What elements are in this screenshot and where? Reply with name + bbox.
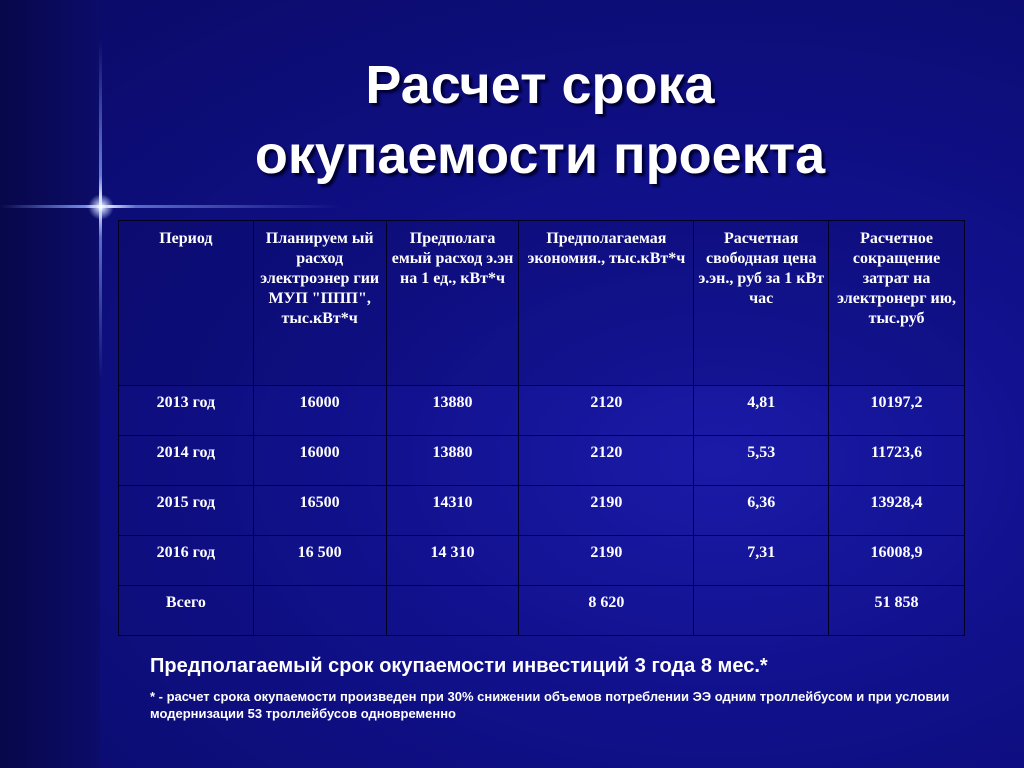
table-cell: 2014 год <box>119 436 254 486</box>
table-row <box>119 386 965 436</box>
table-cell: 2013 год <box>119 386 254 436</box>
header-cost-reduction: Расчетное сокращение затрат на электронерг ию, тыс.руб <box>829 221 965 386</box>
table-cell: 14 310 <box>386 536 519 586</box>
payback-table <box>118 220 965 636</box>
header-period: Период <box>119 221 254 386</box>
header-planned-consumption: Планируем ый расход электроэнер гии МУП "ППП", тыс.кВт*ч <box>253 221 386 386</box>
header-estimated-price: Расчетная свободная цена э.эн., руб за 1 кВт час <box>694 221 829 386</box>
table-cell: 7,31 <box>694 536 829 586</box>
table-cell: 2190 <box>519 536 694 586</box>
table-cell: Всего <box>119 586 254 636</box>
payback-summary: Предполагаемый срок окупаемости инвестиций 3 года 8 мес.* <box>150 655 768 677</box>
slide-title <box>100 50 980 190</box>
table-row <box>119 536 965 586</box>
table-cell: 2015 год <box>119 486 254 536</box>
table-cell: 4,81 <box>694 386 829 436</box>
table-cell: 8 620 <box>519 586 694 636</box>
light-flare-horizontal <box>0 205 340 208</box>
table-cell: 51 858 <box>829 586 965 636</box>
table-cell: 13880 <box>386 436 519 486</box>
table-cell: 16 500 <box>253 536 386 586</box>
header-expected-savings: Предполагаемая экономия., тыс.кВт*ч <box>519 221 694 386</box>
left-background-band <box>0 0 100 768</box>
table-header-row <box>119 221 965 386</box>
table-cell: 11723,6 <box>829 436 965 486</box>
slide-title-line-1: Расчет срока <box>365 55 715 115</box>
table-cell: 16000 <box>253 436 386 486</box>
table-row <box>119 486 965 536</box>
table-cell: 13880 <box>386 386 519 436</box>
table-cell: 14310 <box>386 486 519 536</box>
table-cell <box>253 586 386 636</box>
table-cell: 16000 <box>253 386 386 436</box>
table-cell <box>386 586 519 636</box>
table-cell: 13928,4 <box>829 486 965 536</box>
table-row-total <box>119 586 965 636</box>
table-row <box>119 436 965 486</box>
header-consumption-per-unit: Предполага емый расход э.эн на 1 ед., кВт*ч <box>386 221 519 386</box>
table-cell <box>694 586 829 636</box>
light-flare-center <box>88 194 114 220</box>
table-cell: 2120 <box>519 436 694 486</box>
table-cell: 16500 <box>253 486 386 536</box>
table-cell: 6,36 <box>694 486 829 536</box>
payback-footnote: * - расчет срока окупаемости произведен при 30% снижении объемов потреблении ЭЭ одним троллейбусом и при условии модернизации 53 троллейбусов одновременно <box>150 689 950 721</box>
table-cell: 16008,9 <box>829 536 965 586</box>
table-cell: 2120 <box>519 386 694 436</box>
table-cell: 10197,2 <box>829 386 965 436</box>
slide-title-line-2: окупаемости проекта <box>254 125 826 185</box>
table-cell: 5,53 <box>694 436 829 486</box>
table-cell: 2190 <box>519 486 694 536</box>
table-cell: 2016 год <box>119 536 254 586</box>
